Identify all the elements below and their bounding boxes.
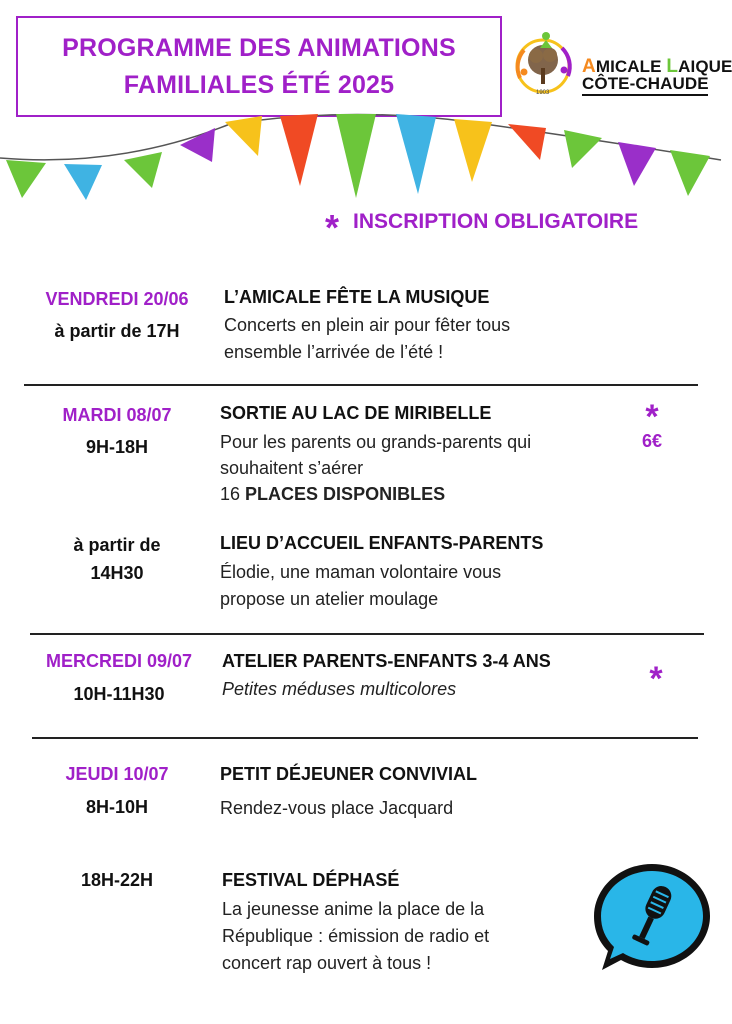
event-2-line2: souhaitent s’aérer <box>220 458 364 478</box>
event-2-title: SORTIE AU LAC DE MIRIBELLE <box>220 403 492 423</box>
event-4-title: ATELIER PARENTS-ENFANTS 3-4 ANS <box>222 651 551 671</box>
tree-emblem-icon <box>510 28 580 98</box>
event-3-line2: propose un atelier moulage <box>220 589 439 609</box>
event-2-price: 6€ <box>641 431 663 451</box>
event-5-time: 8H-10H <box>85 797 149 817</box>
event-2-places <box>220 481 445 507</box>
event-6-line2: République : émission de radio et <box>222 926 490 946</box>
event-3-time-line2: 14H30 <box>90 563 144 583</box>
microphone-bubble-icon <box>588 858 716 976</box>
logo-name-line2: CÔTE-CHAUDE <box>582 74 709 93</box>
event-3-time-line1: à partir de <box>73 535 161 555</box>
logo-year: 1903 <box>536 90 550 96</box>
event-5-date: JEUDI 10/07 <box>65 764 169 784</box>
event-4-line1: Petites méduses multicolores <box>222 679 457 699</box>
event-1-date: VENDREDI 20/06 <box>45 289 189 309</box>
event-1-title: L’AMICALE FÊTE LA MUSIQUE <box>224 287 490 307</box>
event-3-line1: Élodie, une maman volontaire vous <box>220 562 502 582</box>
inscription-notice <box>325 207 639 248</box>
event-2-line1: Pour les parents ou grands-parents qui <box>220 432 532 452</box>
event-6-title: FESTIVAL DÉPHASÉ <box>222 870 400 890</box>
divider-2 <box>30 633 704 635</box>
event-4-asterisk-icon: * <box>649 660 663 698</box>
event-5-line1: Rendez-vous place Jacquard <box>220 798 454 818</box>
title-line-1: PROGRAMME DES ANIMATIONS <box>62 33 456 62</box>
places-label: PLACES DISPONIBLES <box>245 484 446 504</box>
logo-name-line1: AMICALE LAIQUE <box>582 56 732 77</box>
event-1-line2: ensemble l’arrivée de l’été ! <box>224 342 444 362</box>
event-6-line1: La jeunesse anime la place de la <box>222 899 485 919</box>
event-2-time: 9H-18H <box>85 437 149 457</box>
event-3-title: LIEU D’ACCUEIL ENFANTS-PARENTS <box>220 533 544 553</box>
event-2-date: MARDI 08/07 <box>62 405 172 425</box>
event-4-time: 10H-11H30 <box>73 684 165 704</box>
event-1-time: à partir de 17H <box>54 321 180 341</box>
asterisk-icon: * <box>325 207 340 248</box>
places-number: 16 <box>220 484 241 504</box>
event-4-date: MERCREDI 09/07 <box>45 651 193 671</box>
event-6-time: 18H-22H <box>80 870 154 890</box>
inscription-label: INSCRIPTION OBLIGATOIRE <box>353 210 639 233</box>
title-line-2: FAMILIALES ÉTÉ 2025 <box>123 70 395 99</box>
logo-underline <box>582 94 708 96</box>
bunting-flags-icon <box>0 110 721 205</box>
event-1-line1: Concerts en plein air pour fêter tous <box>224 315 511 335</box>
title-box <box>16 16 502 117</box>
event-5-title: PETIT DÉJEUNER CONVIVIAL <box>220 764 478 784</box>
amicale-logo <box>510 28 732 98</box>
divider-3 <box>32 737 698 739</box>
event-6-line3: concert rap ouvert à tous ! <box>222 953 432 973</box>
divider-1 <box>24 384 698 386</box>
event-2-asterisk-icon: * <box>645 398 659 436</box>
